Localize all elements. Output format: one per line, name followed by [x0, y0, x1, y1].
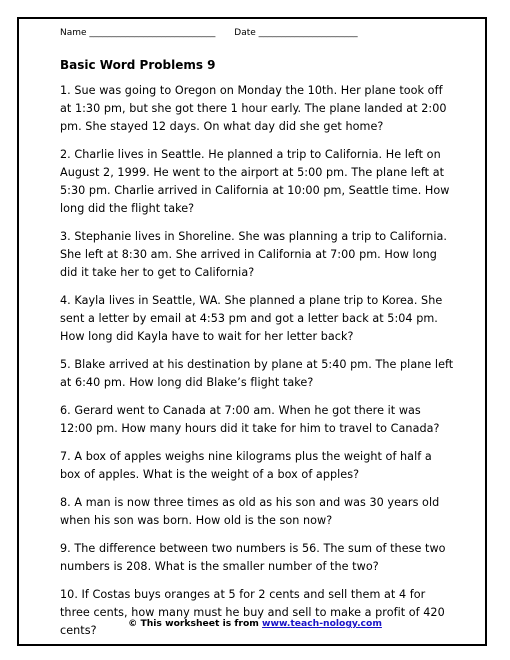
problem-8: 8. A man is now three times as old as his son and was 30 years old when his son was born. How old is the son now?	[60, 496, 440, 527]
date-field[interactable]: Date ______________________	[234, 28, 358, 38]
problem-9: 9. The difference between two numbers is 56. The sum of these two numbers is 208. What is the smaller number of the two?	[60, 542, 446, 573]
footer-link[interactable]: www.teach-nology.com	[262, 618, 382, 629]
worksheet-title: Basic Word Problems 9	[60, 58, 216, 72]
header-line	[60, 28, 358, 38]
problem-1: 1. Sue was going to Oregon on Monday the 10th. Her plane took off at 1:30 pm, but she got there 1 hour early. The plane landed at 2:00 pm. She stayed 12 days. On what day did she get home?	[60, 84, 447, 133]
problem-6: 6. Gerard went to Canada at 7:00 am. When he got there it was 12:00 pm. How many hours did it take for him to travel to Canada?	[60, 404, 440, 435]
problem-3: 3. Stephanie lives in Shoreline. She was planning a trip to California. She left at 8:30 am. She arrived in California at 7:00 pm. How long did it take her to get to California?	[60, 230, 448, 279]
footer-prefix: © This worksheet is from	[128, 618, 263, 629]
name-field[interactable]: Name ____________________________	[60, 28, 216, 38]
problem-list	[60, 82, 455, 650]
problem-2: 2. Charlie lives in Seattle. He planned a trip to California. He left on August 2, 1999. He went to the airport at 5:00 pm. The plane left at 5:30 pm. Charlie arrived in California at 10:00 pm, Seattle time. How long did the flight take?	[60, 148, 450, 215]
problem-7: 7. A box of apples weighs nine kilograms plus the weight of half a box of apples. What is the weight of a box of apples?	[60, 450, 432, 481]
footer-credit	[0, 618, 510, 629]
problem-4: 4. Kayla lives in Seattle, WA. She planned a plane trip to Korea. She sent a letter by email at 4:53 pm and got a letter back at 5:04 pm. How long did Kayla have to wait for her letter back?	[60, 294, 443, 343]
problem-10: 10. If Costas buys oranges at 5 for 2 cents and sell them at 4 for three cents, how many must he buy and sell to make a profit of 420 cents?	[60, 588, 445, 637]
problem-5: 5. Blake arrived at his destination by plane at 5:40 pm. The plane left at 6:40 pm. How long did Blake’s flight take?	[60, 358, 454, 389]
